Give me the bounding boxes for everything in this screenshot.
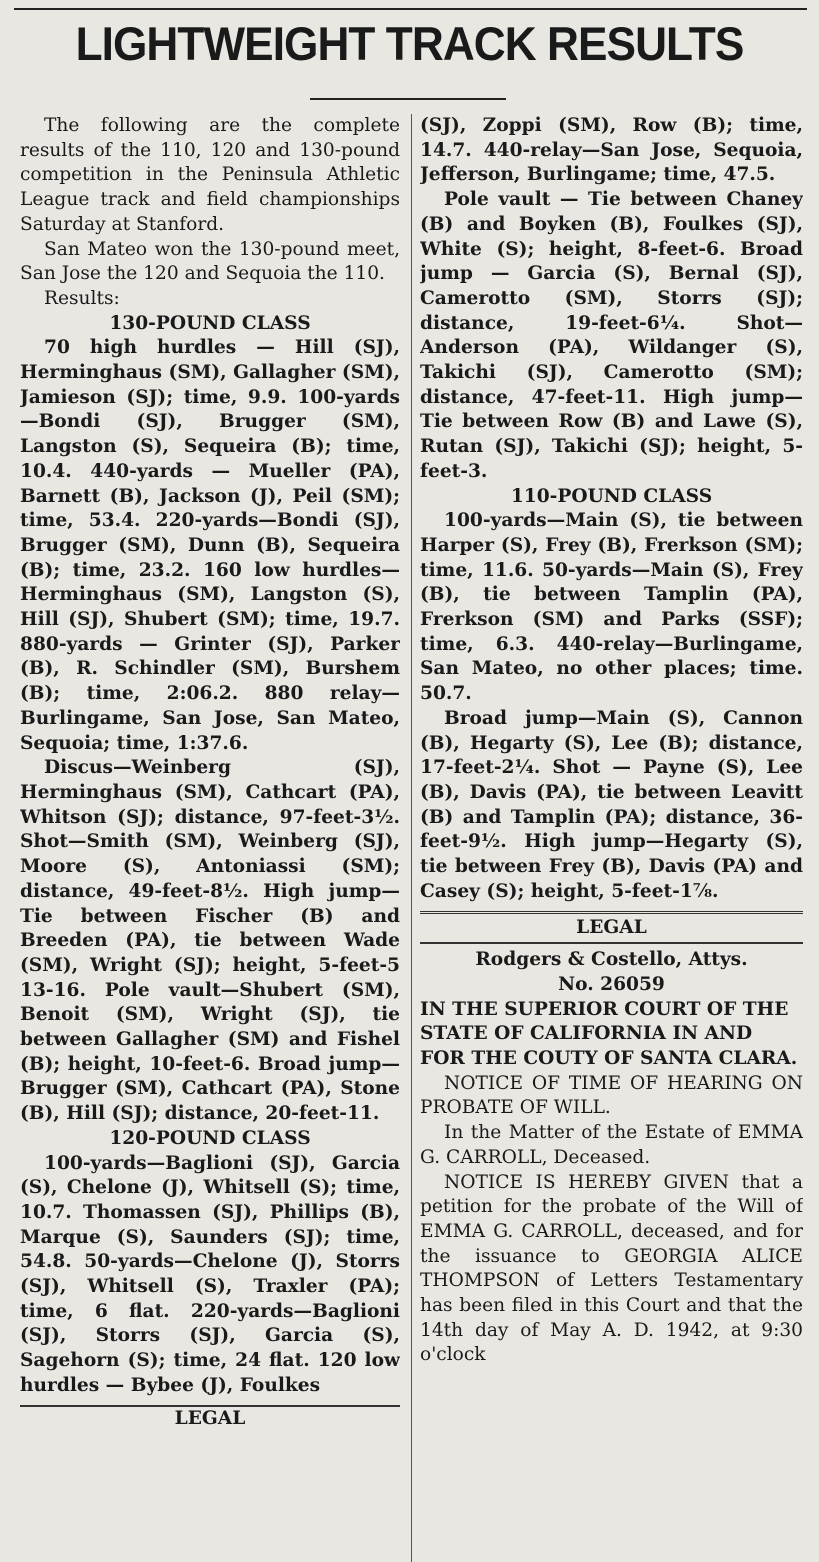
results-110-field: Broad jump—Main (S), Cannon (B), Hegarty (S), Lee (B); distance, 17-feet-2¼. Shot — Payne (S), Lee (B), Davis (PA), tie between Leavitt (B) and Tamplin (PA); distance, 36-feet-9½. High jump—Hegarty (S), tie between Frey (B), Davis (PA) and Casey (S); height, 5-feet-1⅞. [420,707,803,902]
notice-body: NOTICE IS HEREBY GIVEN that a petition for the probate of the Will of EMMA G. CARROLL, deceased, and for the issuance to GEORGIA ALICE THOMPSON of Letters Testamentary has been filed in this Court and that the 14th day of May A. D. 1942, at 9:30 o'clock [420,1171,803,1366]
column-divider [411,114,412,1562]
top-rule [14,8,807,10]
column-right [420,114,803,1562]
results-120-field: Pole vault — Tie between Chaney (B) and Boyken (B), Foulkes (SJ), White (S); height, 8-feet-6. Broad jump — Garcia (S), Bernal (SJ), Camerotto (SM), Storrs (SJ); distance, 19-feet-6¼. Shot—Anderson (PA), Wildanger (S), Takichi (SJ), Camerotto (SM); distance, 47-feet-11. High jump—Tie between Row (B) and Lawe (S), Rutan (SJ), Takichi (SJ); height, 5-feet-3. [420,189,803,482]
results-110-track: 100-yards—Main (S), tie between Harper (S), Frey (B), Frerkson (SM); time, 11.6. 50-yards—Main (S), Frey (B), tie between Tamplin (PA), Frerkson (SM) and Parks (SSF); time, 6.3. 440-relay—Burlingame, San Mateo, no other places; time. 50.7. [420,510,803,705]
results-120-track: 100-yards—Baglioni (SJ), Garcia (S), Chelone (J), Whitsell (S); time, 10.7. Thomassen (SJ), Phillips (B), Marque (S), Saunders (SJ); time, 54.8. 50-yards—Chelone (J), Storrs (SJ), Whitsell (S), Traxler (PA); time, 6 flat. 220-yards—Baglioni (SJ), Storrs (SJ), Garcia (S), Sagehorn (S); time, 24 flat. 120 low hurdles — Bybee (J), Foulkes [20,1152,400,1396]
intro-summary: San Mateo won the 130-pound meet, San Jose the 120 and Sequoia the 110. [20,238,400,285]
legal-notice [420,942,803,1368]
court-name: IN THE SUPERIOR COURT OF THE STATE OF CALIFORNIA IN AND FOR THE COUTY OF SANTA CLARA. [420,998,798,1070]
case-number: No. 26059 [558,973,665,995]
results-label: Results: [44,287,120,309]
attorneys: Rodgers & Costello, Attys. [475,949,748,971]
intro-paragraph: The following are the complete results of the 110, 120 and 130-pound competition in the Peninsula Athletic League track and field championships Saturday at Stanford. [20,115,400,235]
headline: LIGHTWEIGHT TRACK RESULTS [75,17,744,70]
class-heading-130: 130-POUND CLASS [109,312,311,334]
class-heading-120: 120-POUND CLASS [109,1127,311,1149]
class-heading-110: 110-POUND CLASS [510,485,713,507]
legal-rule [420,911,803,914]
results-130-field: Discus—Weinberg (SJ), Herminghaus (SM), Cathcart (PA), Whitson (SJ); distance, 97-feet-3½. Shot—Smith (SM), Weinberg (SJ), Moore (S), Antoniassi (SM); distance, 49-feet-8½. High jump—Tie between Fischer (B) and Breeden (PA), tie between Wade (SM), Wright (SJ); height, 5-feet-5 13-16. Pole vault—Shubert (SM), Benoit (SM), Wright (SJ), tie between Gallagher (SM) and Fishel (B); height, 10-feet-6. Broad jump—Brugger (SM), Cathcart (PA), Stone (B), Hill (SJ); distance, 20-feet-11. [20,757,400,1125]
estate-matter: In the Matter of the Estate of EMMA G. CARROLL, Deceased. [420,1122,803,1168]
legal-heading: LEGAL [576,916,647,938]
results-130-track: 70 high hurdles — Hill (SJ), Herminghaus (SM), Gallagher (SM), Jamieson (SJ); time, 9.9. 100-yards—Bondi (SJ), Brugger (SM), Langston (S), Sequeira (B); time, 10.4. 440-yards — Mueller (PA), Barnett (B), Jackson (J), Peil (SM); time, 53.4. 220-yards—Bondi (SJ), Brugger (SM), Dunn (B), Sequeira (B); time, 23.2. 160 low hurdles—Herminghaus (SM), Langston (S), Hill (SJ), Shubert (SM); time, 19.7. 880-yards — Grinter (SJ), Parker (B), R. Schindler (SM), Burshem (B); time, 2:06.2. 880 relay—Burlingame, San Jose, San Mateo, Sequoia; time, 1:37.6. [20,337,400,754]
results-120-continued: (SJ), Zoppi (SM), Row (B); time, 14.7. 440-relay—San Jose, Sequoia, Jefferson, Burlingame; time, 47.5. [420,115,803,186]
column-left [20,114,400,1562]
notice-title: NOTICE OF TIME OF HEARING ON PROBATE OF WILL. [420,1072,803,1119]
headline-rule [310,98,506,100]
legal-heading-bottom: LEGAL [20,1405,400,1432]
